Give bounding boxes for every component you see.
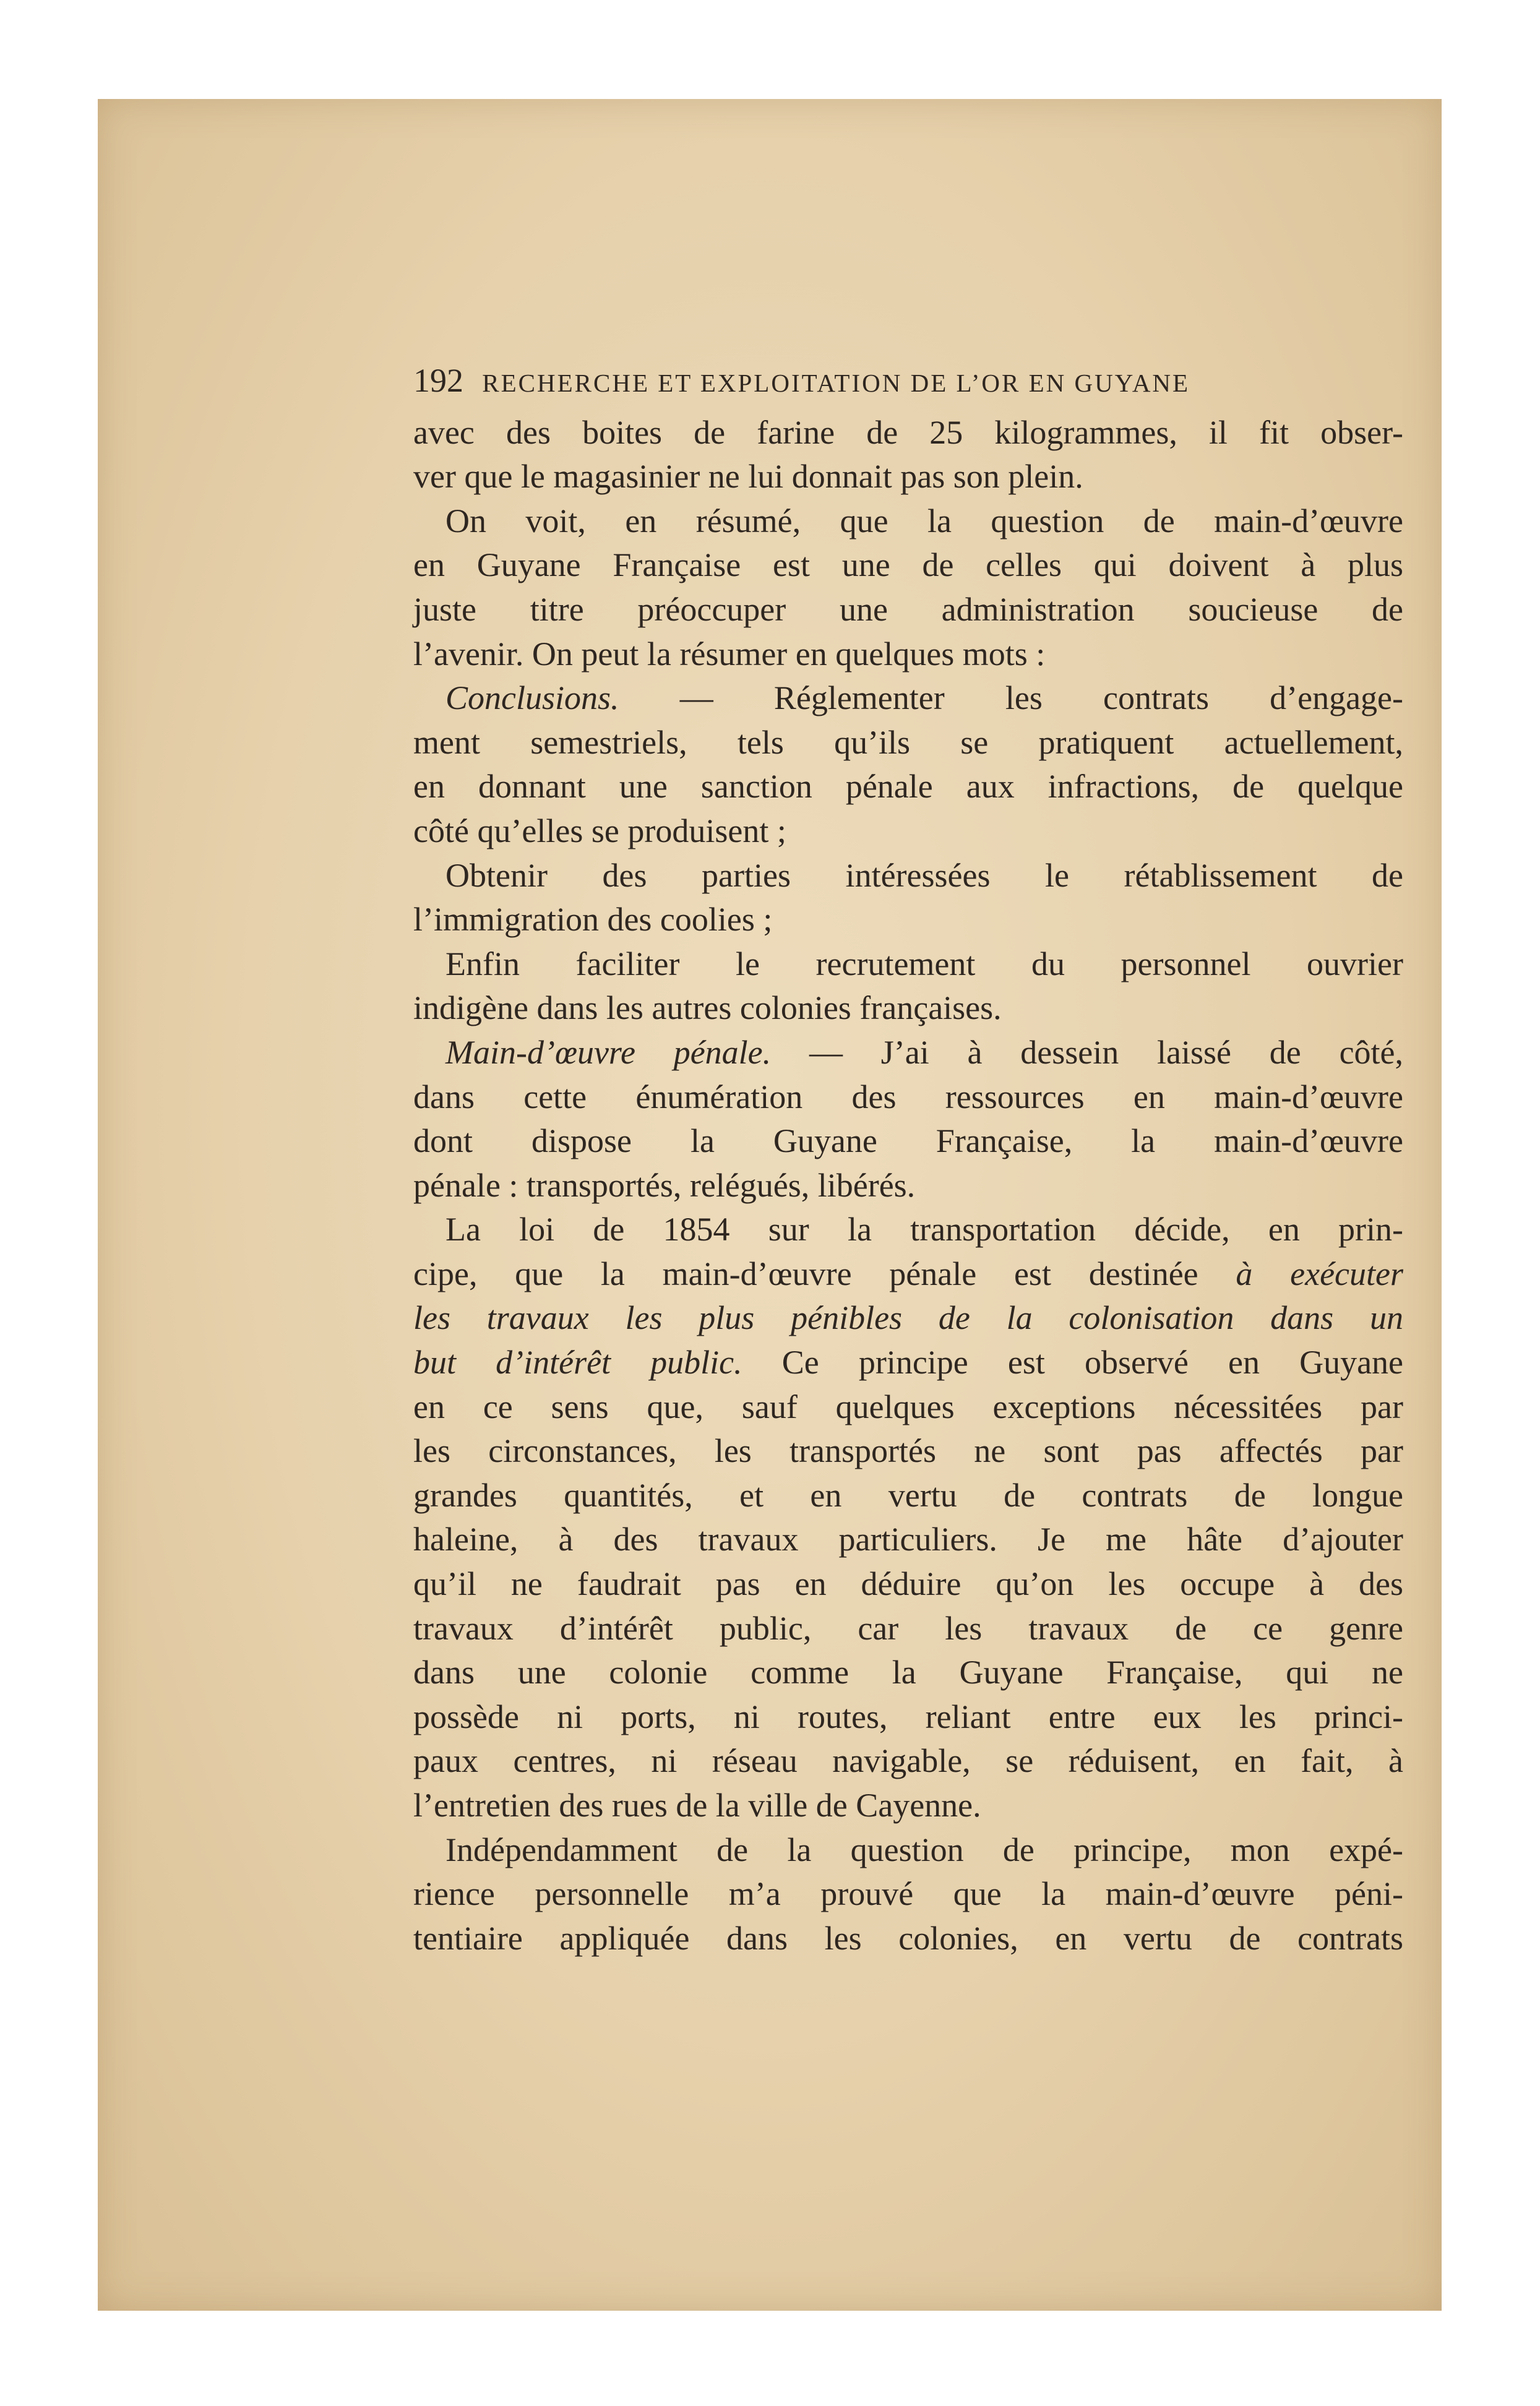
line-text: Ce principe est observé en Guyane <box>742 1344 1404 1381</box>
running-title: RECHERCHE ET EXPLOITATION DE L’OR EN GUYANE <box>482 369 1190 397</box>
text-line <box>413 1031 1403 1075</box>
text-line <box>413 1739 1403 1784</box>
line-text: ver que le magasinier ne lui donnait pas son plein. <box>413 458 1083 496</box>
text-line <box>413 809 1403 854</box>
line-text: en donnant une sanction pénale aux infractions, de quelque <box>413 768 1403 806</box>
line-text: travaux d’intérêt public, car les travaux de ce genre <box>413 1609 1403 1647</box>
text-line <box>413 543 1403 588</box>
text-line <box>413 1474 1403 1518</box>
line-text: pénale : transportés, relégués, libérés. <box>413 1166 916 1204</box>
text-line <box>413 1164 1403 1208</box>
line-text: haleine, à des travaux particuliers. Je me hâte d’ajouter <box>413 1521 1403 1558</box>
page-number: 192 <box>413 362 463 399</box>
text-line <box>413 588 1403 632</box>
text-line <box>413 455 1403 499</box>
text-line <box>413 1607 1403 1651</box>
line-text: tentiaire appliquée dans les colonies, en vertu de contrats <box>413 1919 1403 1957</box>
line-text: — Réglementer les contrats d’engage- <box>619 679 1403 717</box>
line-text: Obtenir des parties intéressées le rétablissement de <box>445 856 1403 894</box>
line-text: paux centres, ni réseau navigable, se réduisent, en fait, à <box>413 1742 1403 1780</box>
line-text: indigène dans les autres colonies françaises. <box>413 989 1002 1027</box>
italic-text: Conclusions. <box>445 679 619 717</box>
italic-text: Main-d’œuvre pénale. <box>445 1033 772 1071</box>
line-text: l’avenir. On peut la résumer en quelques mots : <box>413 635 1046 672</box>
text-line <box>413 1651 1403 1695</box>
line-text: La loi de 1854 sur la transportation décide, en prin- <box>445 1211 1403 1248</box>
line-text: rience personnelle m’a prouvé que la main-d’œuvre péni- <box>413 1875 1403 1913</box>
line-text: possède ni ports, ni routes, reliant entre eux les princi- <box>413 1698 1403 1735</box>
line-text: dans une colonie comme la Guyane Française, qui ne <box>413 1654 1403 1691</box>
line-text: en ce sens que, sauf quelques exceptions nécessitées par <box>413 1388 1403 1425</box>
line-text: en Guyane Française est une de celles qui doivent à plus <box>413 546 1403 584</box>
line-text: côté qu’elles se produisent ; <box>413 812 786 849</box>
line-text: On voit, en résumé, que la question de main-d’œuvre <box>445 502 1403 539</box>
line-text: les circonstances, les transportés ne sont pas affectés par <box>413 1432 1403 1470</box>
text-line <box>413 1296 1403 1341</box>
text-line <box>413 854 1403 898</box>
book-page <box>98 99 1442 2311</box>
page-text <box>413 359 1403 1961</box>
text-line <box>413 942 1403 987</box>
text-line <box>413 1784 1403 1828</box>
text-line <box>413 411 1403 455</box>
text-line <box>413 1075 1403 1120</box>
text-line <box>413 765 1403 809</box>
text-line <box>413 1828 1403 1873</box>
text-line <box>413 1341 1403 1385</box>
text-line <box>413 499 1403 544</box>
text-line <box>413 1119 1403 1164</box>
italic-text: les travaux les plus pénibles de la colonisation dans un <box>413 1299 1403 1337</box>
line-text: cipe, que la main-d’œuvre pénale est destinée <box>413 1255 1236 1292</box>
line-text: Indépendamment de la question de principe, mon expé- <box>445 1831 1403 1868</box>
text-line <box>413 1429 1403 1474</box>
body-text <box>413 411 1403 1961</box>
text-line <box>413 1252 1403 1297</box>
text-line <box>413 986 1403 1031</box>
italic-text: but d’intérêt public. <box>413 1344 742 1381</box>
line-text: — J’ai à dessein laissé de côté, <box>771 1033 1404 1071</box>
line-text: ment semestriels, tels qu’ils se pratiquent actuellement, <box>413 723 1403 761</box>
running-header <box>413 359 1403 406</box>
line-text: dans cette énumération des ressources en main-d’œuvre <box>413 1078 1403 1115</box>
text-line <box>413 1562 1403 1607</box>
text-line <box>413 676 1403 721</box>
italic-text: à exécuter <box>1236 1255 1404 1292</box>
line-text: dont dispose la Guyane Française, la main-d’œuvre <box>413 1122 1403 1160</box>
line-text: avec des boites de farine de 25 kilogrammes, il fit obser- <box>413 413 1403 451</box>
text-line <box>413 898 1403 942</box>
line-text: Enfin faciliter le recrutement du personnel ouvrier <box>445 945 1403 982</box>
text-line <box>413 721 1403 765</box>
text-line <box>413 1385 1403 1430</box>
line-text: juste titre préoccuper une administration soucieuse de <box>413 590 1403 628</box>
line-text: grandes quantités, et en vertu de contrats de longue <box>413 1476 1403 1514</box>
text-line <box>413 1518 1403 1562</box>
text-line <box>413 1872 1403 1917</box>
text-line <box>413 1208 1403 1252</box>
text-line <box>413 1917 1403 1961</box>
line-text: l’immigration des coolies ; <box>413 901 773 939</box>
text-line <box>413 1695 1403 1740</box>
line-text: qu’il ne faudrait pas en déduire qu’on les occupe à des <box>413 1565 1403 1603</box>
text-line <box>413 632 1403 677</box>
line-text: l’entretien des rues de la ville de Cayenne. <box>413 1787 981 1824</box>
